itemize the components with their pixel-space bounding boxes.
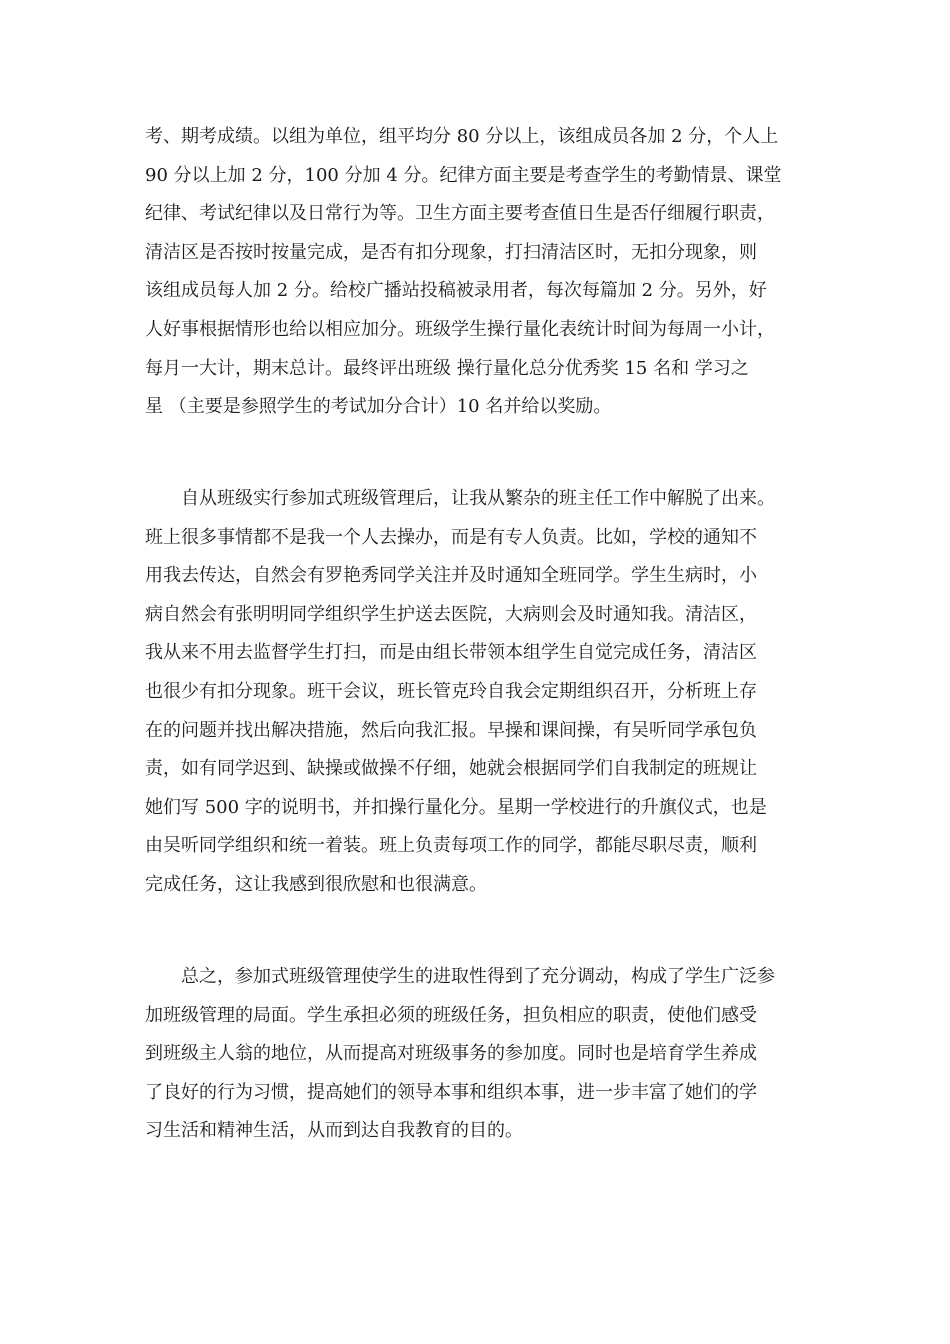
text-line: 我从来不用去监督学生打扫，而是由组长带领本组学生自觉完成任务，清洁区	[145, 642, 757, 664]
text-line: 自从班级实行参加式班级管理后，让我从繁杂的班主任工作中解脱了出来。	[145, 488, 775, 509]
paragraph-scoring-rules	[145, 118, 805, 427]
text-line: 到班级主人翁的地位，从而提高对班级事务的参加度。同时也是培育学生养成	[145, 1043, 757, 1065]
text-line: 班上很多事情都不是我一个人去操办，而是有专人负责。比如，学校的通知不	[145, 526, 757, 548]
text-line: 完成任务，这让我感到很欣慰和也很满意。	[145, 873, 487, 895]
text-line: 加班级管理的局面。学生承担必须的班级任务，担负相应的职责，使他们感受	[145, 1004, 757, 1026]
text-line: 星 （主要是参照学生的考试加分合计）10 名并给以奖励。	[145, 396, 612, 418]
text-line: 清洁区是否按时按量完成，是否有扣分现象，打扫清洁区时，无扣分现象，则	[145, 241, 757, 263]
text-line: 习生活和精神生活，从而到达自我教育的目的。	[145, 1120, 523, 1142]
text-line: 她们写 500 字的说明书，并扣操行量化分。星期一学校进行的升旗仪式，也是	[145, 796, 767, 818]
text-line: 由吴听同学组织和统一着装。班上负责每项工作的同学，都能尽职尽责，顺利	[145, 835, 757, 857]
text-line: 也很少有扣分现象。班干会议，班长管克玲自我会定期组织召开，分析班上存	[145, 680, 757, 702]
text-line: 责，如有同学迟到、缺操或做操不仔细，她就会根据同学们自我制定的班规让	[145, 758, 757, 780]
text-line: 每月一大计，期末总计。最终评出班级 操行量化总分优秀奖 15 名和 学习之	[145, 357, 749, 379]
text-line: 考、期考成绩。以组为单位，组平均分 80 分以上，该组成员各加 2 分，个人上	[145, 126, 779, 147]
text-line: 90 分以上加 2 分，100 分加 4 分。纪律方面主要是考查学生的考勤情景、课堂	[145, 164, 782, 186]
text-line: 该组成员每人加 2 分。给校广播站投稿被录用者，每次每篇加 2 分。另外，好	[145, 280, 767, 302]
text-line: 了良好的行为习惯，提高她们的领导本事和组织本事，进一步丰富了她们的学	[145, 1081, 757, 1103]
text-line: 病自然会有张明明同学组织学生护送去医院，大病则会及时通知我。清洁区，	[145, 603, 757, 625]
text-line: 用我去传达，自然会有罗艳秀同学关注并及时通知全班同学。学生生病时，小	[145, 565, 757, 587]
text-line: 人好事根据情形也给以相应加分。班级学生操行量化表统计时间为每周一小计，	[145, 318, 775, 340]
paragraph-conclusion	[145, 958, 805, 1151]
text-line: 在的问题并找出解决措施，然后向我汇报。早操和课间操，有吴听同学承包负	[145, 719, 757, 741]
text-line: 纪律、考试纪律以及日常行为等。卫生方面主要考查值日生是否仔细履行职责，	[145, 203, 775, 225]
text-line: 总之，参加式班级管理使学生的进取性得到了充分调动，构成了学生广泛参	[145, 966, 775, 987]
paragraph-participatory-management	[145, 480, 805, 905]
